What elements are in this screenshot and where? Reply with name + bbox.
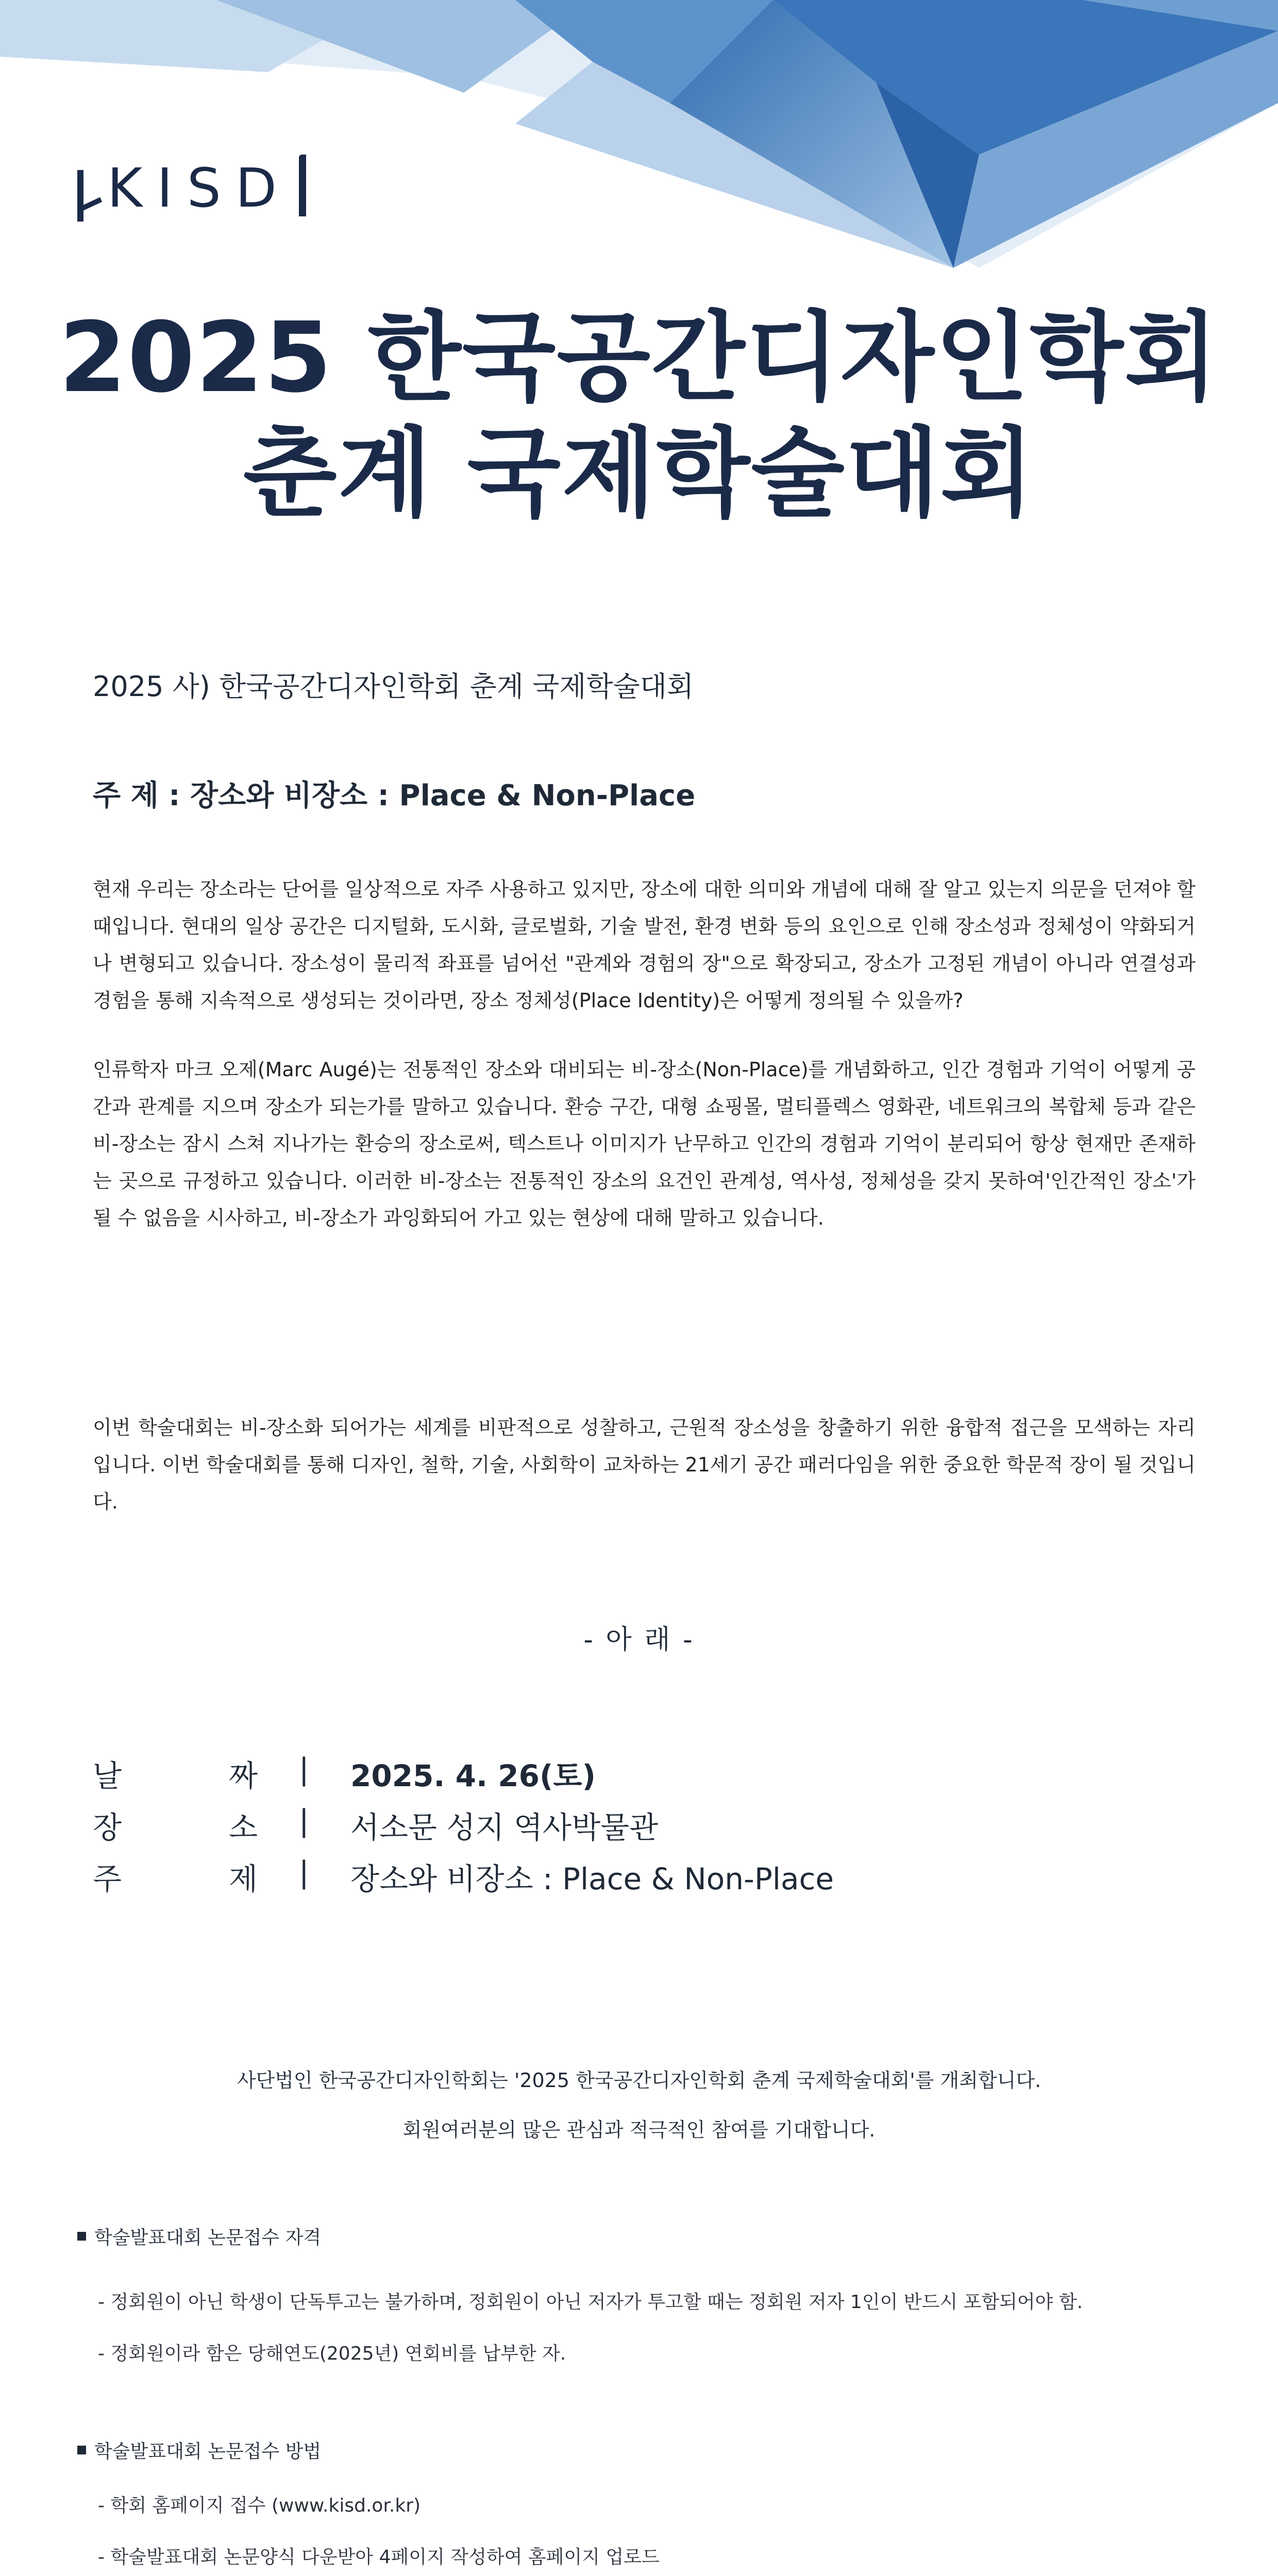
info-label-b: 제 (228, 1861, 258, 1896)
section-title-text: 학술발표대회 논문접수 방법 (94, 2441, 322, 2462)
logo-text: KISD (107, 157, 291, 219)
section-title-submission (77, 2437, 321, 2463)
main-title-line-2: 춘계 국제학술대회 (243, 417, 1035, 530)
logo-slash (80, 197, 102, 211)
info-label-b: 소 (228, 1810, 258, 1845)
main-title-line-1: 2025 한국공간디자인학회 (59, 301, 1219, 414)
info-separator: | (299, 1855, 309, 1890)
info-label (93, 1855, 258, 1898)
logo-right-bracket (299, 155, 306, 216)
info-separator: | (299, 1752, 309, 1787)
invitation-line-1: 사단법인 한국공간디자인학회는 '2025 한국공간디자인학회 춘계 국제학술대회'를 개최합니다. (237, 2069, 1041, 2092)
logo-left-bracket (77, 170, 83, 222)
list-item: - 정회원이 아닌 학생이 단독투고는 불가하며, 정회원이 아닌 저자가 투고할 때는 정회원 저자 1인이 반드시 포함되어야 함. (98, 2292, 1083, 2313)
list-item: - 학회 홈페이지 접수 (www.kisd.or.kr) (98, 2495, 421, 2516)
info-value-venue: 서소문 성지 역사박물관 (350, 1810, 659, 1845)
info-label-a: 날 (93, 1758, 122, 1793)
intro-paragraph-1: 현재 우리는 장소라는 단어를 일상적으로 자주 사용하고 있지만, 장소에 대한 의미와 개념에 대해 잘 알고 있는지 의문을 던져야 할 때입니다. 현대의 일상 공간은 디지털화, 도시화, 글로벌화, 기술 발전, 환경 변화 등의 요인으로 인해 장소성과 정체성이 약화되거나 변형되고 있습니다. 장소성이 물리적 좌표를 넘어선 "관계와 경험의 장"으로 확장되고, 장소가 고정된 개념이 아니라 연결성과 경험을 통해 지속적으로 생성되는 것이라면, 장소 정체성(Place Identity)은 어떻게 정의될 수 있을까? (93, 878, 1196, 1012)
section-title-eligibility (77, 2223, 321, 2249)
list-item: - 학술발표대회 논문양식 다운받아 4페이지 작성하여 홈페이지 업로드 (98, 2547, 660, 2568)
info-value-date: 2025. 4. 26(토) (350, 1758, 596, 1793)
bullet-square-icon (77, 2446, 86, 2454)
info-label-a: 장 (93, 1810, 122, 1845)
section-title-text: 학술발표대회 논문접수 자격 (94, 2227, 322, 2248)
info-label (93, 1803, 258, 1846)
info-separator: | (299, 1803, 309, 1838)
intro-paragraph-3: 이번 학술대회는 비-장소화 되어가는 세계를 비판적으로 성찰하고, 근원적 장소성을 창출하기 위한 융합적 접근을 모색하는 자리입니다. 이번 학술대회를 통해 디자인, 철학, 기술, 사회학이 교차하는 21세기 공간 패러다임을 위한 중요한 학문적 장이 될 것입니다. (93, 1416, 1196, 1513)
notice-divider-heading: - 아 래 - (583, 1624, 695, 1655)
intro-paragraph-2: 인류학자 마크 오제(Marc Augé)는 전통적인 장소와 대비되는 비-장소(Non-Place)를 개념화하고, 인간 경험과 기억이 어떻게 공간과 관계를 지으며 장소가 되는가를 말하고 있습니다. 환승 구간, 대형 쇼핑몰, 멀티플렉스 영화관, 네트워크의 복합체 등과 같은 비-장소는 잠시 스쳐 지나가는 환승의 장소로써, 텍스트나 이미지가 난무하고 인간의 경험과 기억이 분리되어 항상 현재만 존재하는 곳으로 규정하고 있습니다. 이러한 비-장소는 전통적인 장소의 요건인 관계성, 역사성, 정체성을 갖지 못하여'인간적인 장소'가 될 수 없음을 시사하고, 비-장소가 과잉화되어 가고 있는 현상에 대해 말하고 있습니다. (93, 1058, 1196, 1229)
header-background (0, 0, 1278, 289)
event-theme: 주 제 : 장소와 비장소 : Place & Non-Place (93, 779, 696, 812)
bullet-square-icon (77, 2232, 86, 2241)
event-subtitle: 2025 사) 한국공간디자인학회 춘계 국제학술대회 (93, 670, 694, 703)
kisd-logo[interactable] (77, 149, 314, 227)
invitation-line-2: 회원여러분의 많은 관심과 적극적인 참여를 기대합니다. (402, 2119, 876, 2141)
info-label (93, 1752, 258, 1795)
info-label-a: 주 (93, 1861, 122, 1896)
info-value-theme: 장소와 비장소 : Place & Non-Place (350, 1861, 834, 1896)
list-item: - 정회원이라 함은 당해연도(2025년) 연회비를 납부한 자. (98, 2343, 566, 2364)
info-label-b: 짜 (228, 1758, 258, 1793)
